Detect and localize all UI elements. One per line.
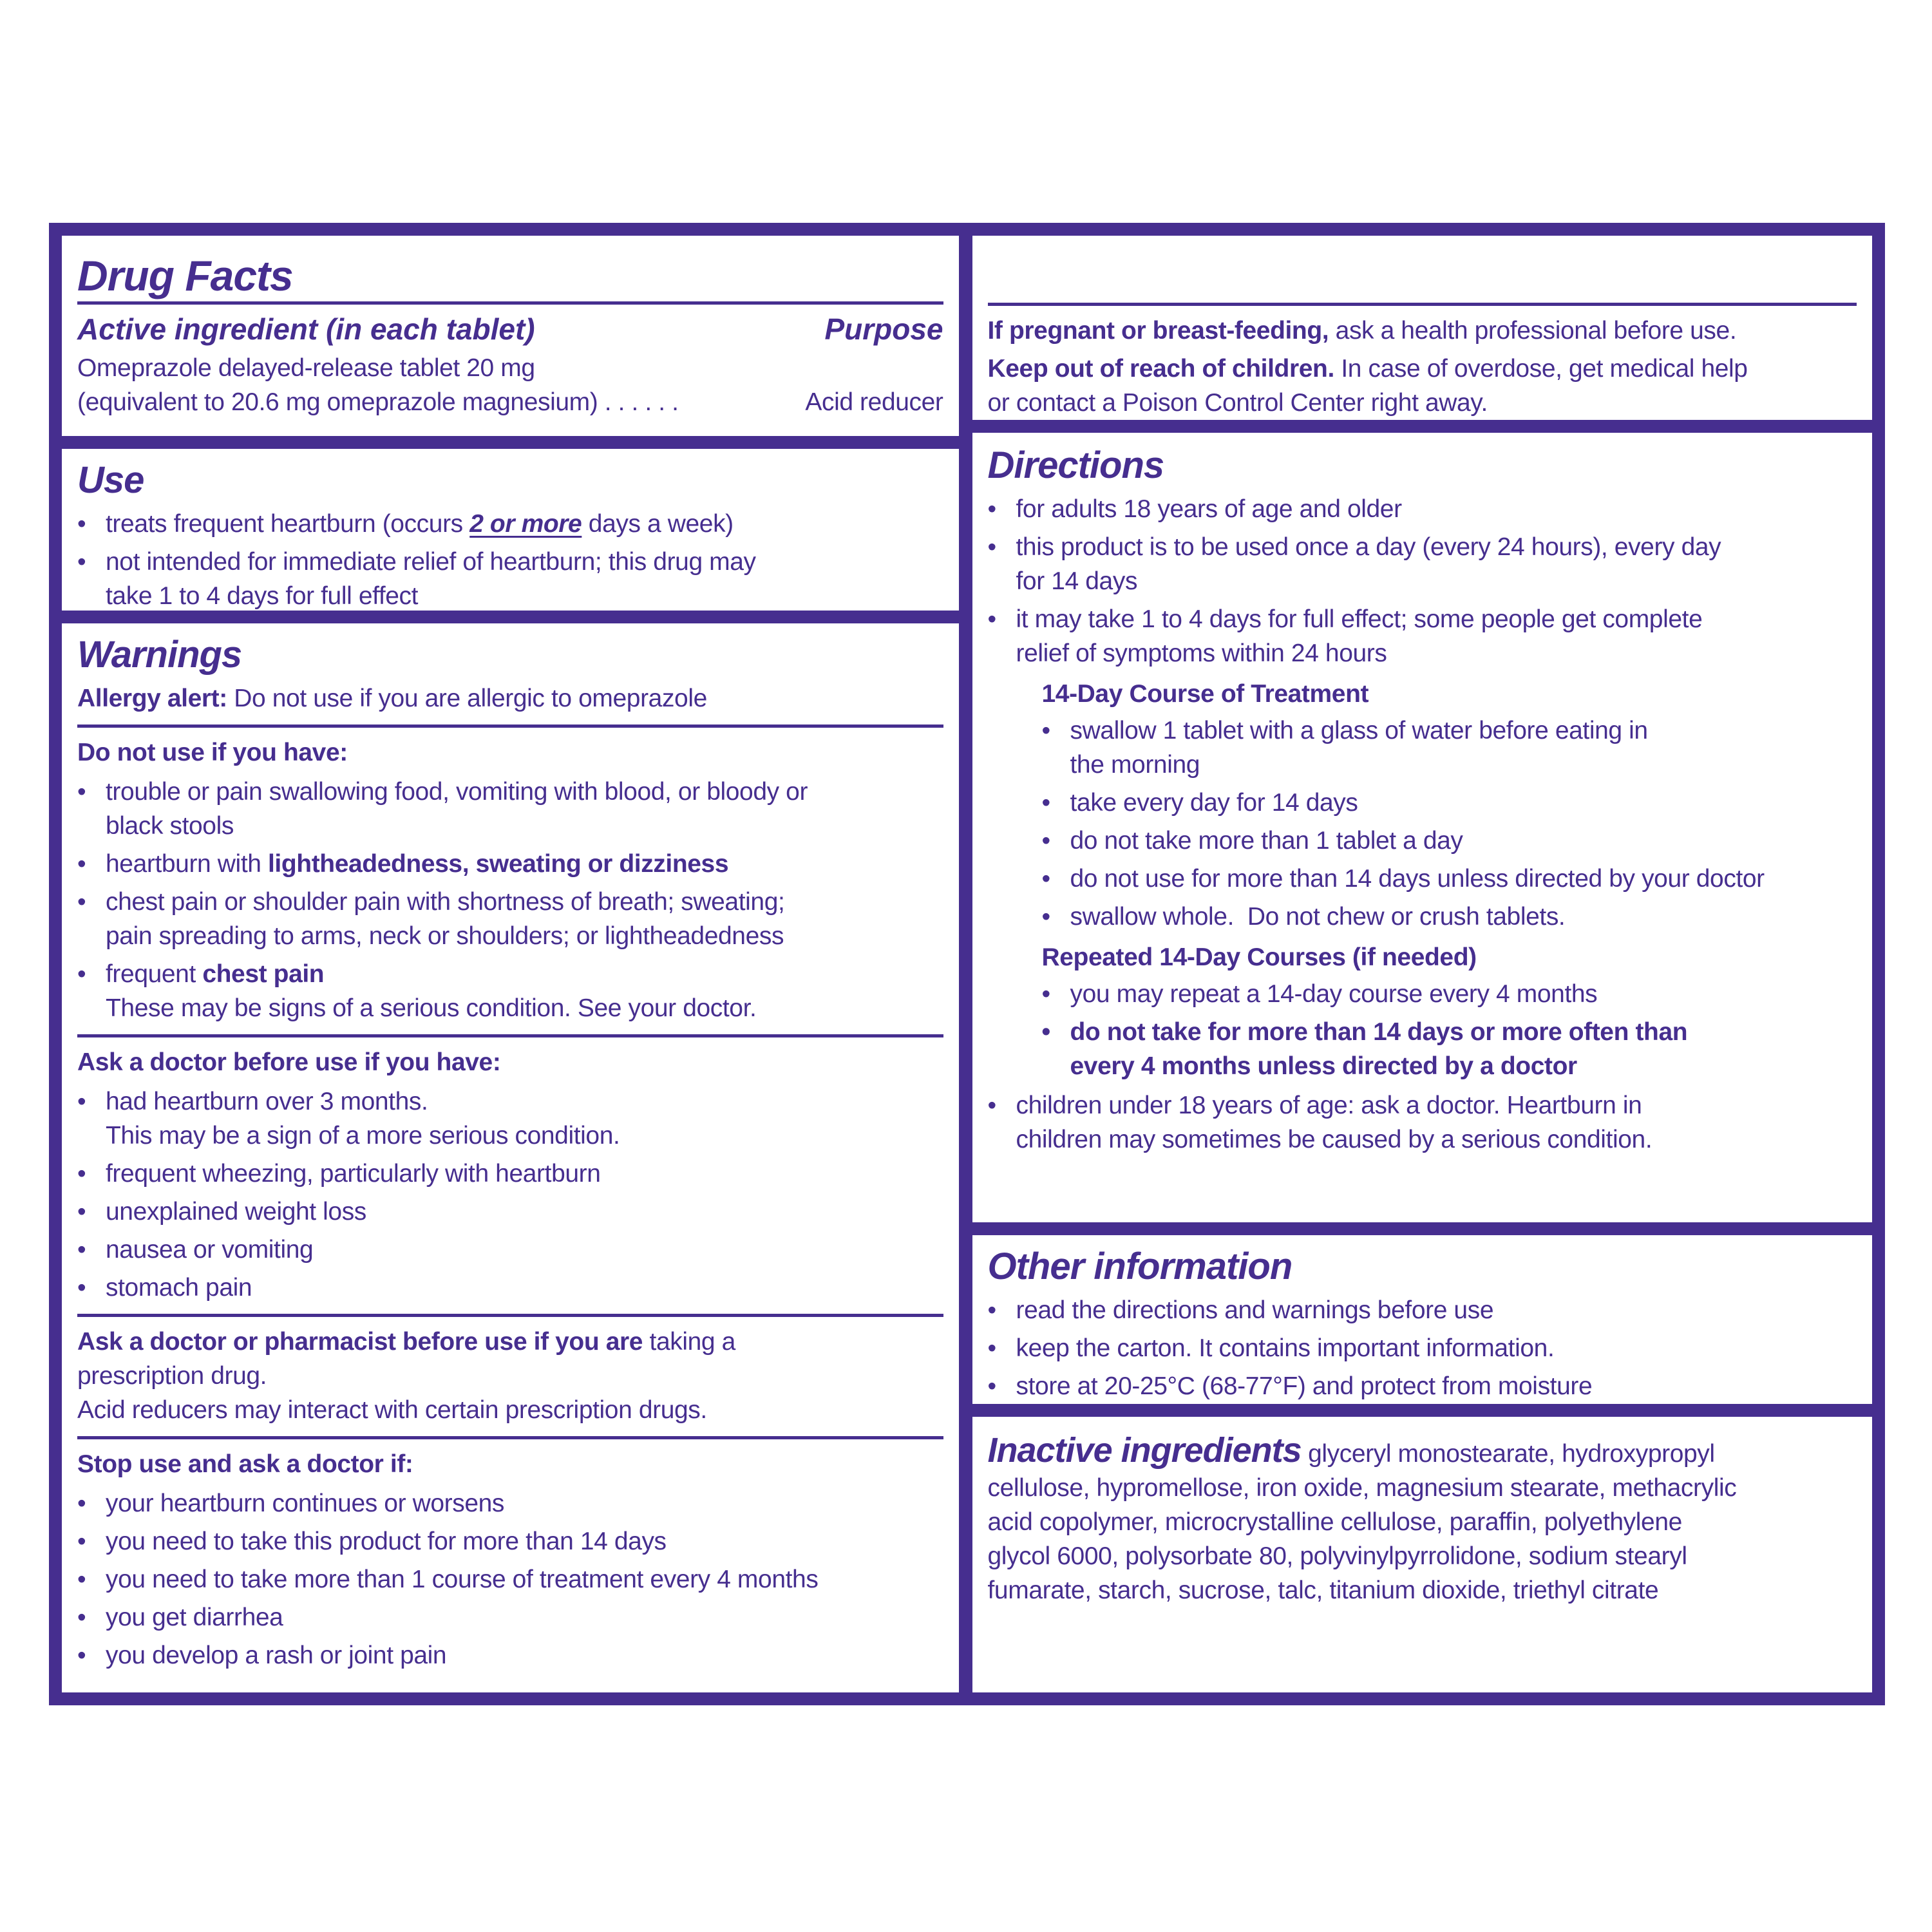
bullet-item: • you need to take this product for more than 14 days <box>77 1524 943 1558</box>
bullet-item: • unexplained weight loss <box>77 1195 943 1229</box>
inactive-ingredients-paragraph: Inactive ingredients glyceryl monostearate, hydroxypropyl cellulose, hypromellose, iron oxide, magnesium stearate, methacrylic acid copolymer, microcrystalline cellulose, paraffin, polyethylene glycol 6000, polysorbate 80, polyvinylpyrrolidone, sodium stearyl fumarate, starch, sucrose, talc, titanium dioxide, triethyl citrate <box>987 1431 1737 1604</box>
keep-out-of-reach-lead: Keep out of reach of children. <box>987 355 1334 383</box>
allergy-alert-line: Allergy alert: Do not use if you are allergic to omeprazole <box>77 685 707 712</box>
allergy-alert-lead: Allergy alert: <box>77 685 227 712</box>
bullet-item: • do not use for more than 14 days unless directed by your doctor <box>1042 862 1857 896</box>
course-heading: 14-Day Course of Treatment <box>1041 680 1369 708</box>
section-use <box>62 449 959 611</box>
purpose-heading: Purpose <box>824 312 943 346</box>
do-not-use-heading: Do not use if you have: <box>77 739 348 766</box>
pregnancy-line: If pregnant or breast-feeding, ask a health professional before use. <box>987 317 1737 345</box>
ask-pharmacist-lead: Ask a doctor or pharmacist before use if you are <box>77 1328 643 1356</box>
ask-pharmacist-note: Acid reducers may interact with certain prescription drugs. <box>77 1396 707 1424</box>
directions-heading: Directions <box>987 444 1164 486</box>
children-warning-paragraph: Keep out of reach of children. In case of overdose, get medical help or contact a Poison Control Center right away. <box>987 355 1748 417</box>
section-divider-bar <box>62 436 959 449</box>
bullet-item: • nausea or vomiting <box>77 1233 943 1267</box>
left-column <box>62 236 959 1692</box>
section-warnings <box>62 623 959 1692</box>
stop-use-heading: Stop use and ask a doctor if: <box>77 1450 413 1478</box>
bullet-item: • store at 20-25°C (68-77°F) and protect from moisture <box>988 1369 1857 1403</box>
bullet-item: • do not take more than 1 tablet a day <box>1042 824 1857 858</box>
section-directions <box>972 433 1873 1222</box>
acid-reducer-value: Acid reducer <box>805 388 943 416</box>
active-ingredient-header-row <box>77 312 943 346</box>
bullet-item: • you need to take more than 1 course of treatment every 4 months <box>77 1562 943 1596</box>
warnings-heading: Warnings <box>77 634 242 676</box>
section-rule <box>77 1436 943 1439</box>
bullet-item: • you get diarrhea <box>77 1600 943 1634</box>
bullet-item: • do not take for more than 14 days or more often than every 4 months unless directed by a doctor <box>1042 1015 1857 1083</box>
section-divider-bar <box>62 611 959 623</box>
section-inactive-ingredients <box>972 1417 1873 1692</box>
other-information-heading: Other information <box>987 1245 1293 1287</box>
bullet-item: • keep the carton. It contains important information. <box>988 1331 1857 1365</box>
bullet-item: • for adults 18 years of age and older <box>988 492 1857 526</box>
bullet-item: • swallow 1 tablet with a glass of water before eating in the morning <box>1042 714 1857 782</box>
section-title-active-ingredient <box>62 236 959 436</box>
bullet-item: • chest pain or shoulder pain with shortness of breath; sweating; pain spreading to arms, neck or shoulders; or lightheadedness <box>77 885 943 953</box>
bullet-item: • trouble or pain swallowing food, vomiting with blood, or bloody or black stools <box>77 775 943 843</box>
bullet-item: • it may take 1 to 4 days for full effect; some people get complete relief of symptoms within 24 hours <box>988 602 1857 670</box>
inactive-ingredients-heading: Inactive ingredients <box>987 1431 1302 1470</box>
title-rule <box>77 301 943 305</box>
bullet-item: • children under 18 years of age: ask a doctor. Heartburn in children may sometimes be caused by a serious condition. <box>988 1088 1857 1157</box>
bullet-item: • your heartburn continues or worsens <box>77 1486 943 1520</box>
section-divider-bar <box>972 420 1873 433</box>
right-column <box>972 236 1873 1692</box>
bullet-item <box>77 507 943 541</box>
ingredient-line: Omeprazole delayed-release tablet 20 mg <box>77 354 535 382</box>
equivalent-line <box>77 385 943 419</box>
bullet-item: • read the directions and warnings before use <box>988 1293 1857 1327</box>
bullet-item: • had heartburn over 3 months. This may be a sign of a more serious condition. <box>77 1084 943 1153</box>
bullet-item: • frequent wheezing, particularly with heartburn <box>77 1157 943 1191</box>
bullet-item: • this product is to be used once a day (every 24 hours), every day for 14 days <box>988 530 1857 598</box>
equivalent-text: (equivalent to 20.6 mg omeprazole magnesium) . . . . . . <box>77 388 679 416</box>
section-other-information <box>972 1235 1873 1404</box>
repeated-course-heading: Repeated 14-Day Courses (if needed) <box>1041 943 1477 971</box>
ask-pharmacist-paragraph: Ask a doctor or pharmacist before use if you are taking a prescription drug. Acid reducers may interact with certain prescription drugs. <box>77 1325 943 1427</box>
section-rule <box>77 724 943 728</box>
bullet-line: • not intended for immediate relief of heartburn; this drug may take 1 to 4 days for full effect <box>106 548 756 610</box>
bullet-item <box>77 545 943 611</box>
drug-facts-title: Drug Facts <box>77 252 293 299</box>
drug-facts-panel <box>49 223 1885 1705</box>
bullet-item: • stomach pain <box>77 1271 943 1305</box>
pregnancy-lead: If pregnant or breast-feeding, <box>987 317 1329 345</box>
section-divider-bar <box>972 1222 1873 1235</box>
bullet-item: • you develop a rash or joint pain <box>77 1638 943 1672</box>
note-line: These may be signs of a serious condition. See your doctor. <box>106 994 757 1022</box>
section-divider-bar <box>972 1404 1873 1417</box>
column-divider <box>959 236 972 1692</box>
bullet-item: • frequent chest pain <box>77 957 943 991</box>
bullet-item: • you may repeat a 14-day course every 4 months <box>1042 977 1857 1011</box>
active-ingredient-heading: Active ingredient (in each tablet) <box>77 312 535 346</box>
bullet-item: • swallow whole. Do not chew or crush tablets. <box>1042 900 1857 934</box>
ask-doctor-heading: Ask a doctor before use if you have: <box>77 1048 501 1076</box>
emphasis-underline: 2 or more <box>469 510 582 538</box>
bullet-item: • heartburn with lightheadedness, sweating or dizziness <box>77 847 943 881</box>
use-heading: Use <box>77 459 144 501</box>
section-rule <box>77 1314 943 1317</box>
section-rule <box>988 303 1857 306</box>
bullet-line: • treats frequent heartburn (occurs 2 or more days a week) <box>106 510 734 538</box>
bullet-item: • take every day for 14 days <box>1042 786 1857 820</box>
section-warnings-continued <box>972 236 1873 420</box>
section-rule <box>77 1034 943 1037</box>
